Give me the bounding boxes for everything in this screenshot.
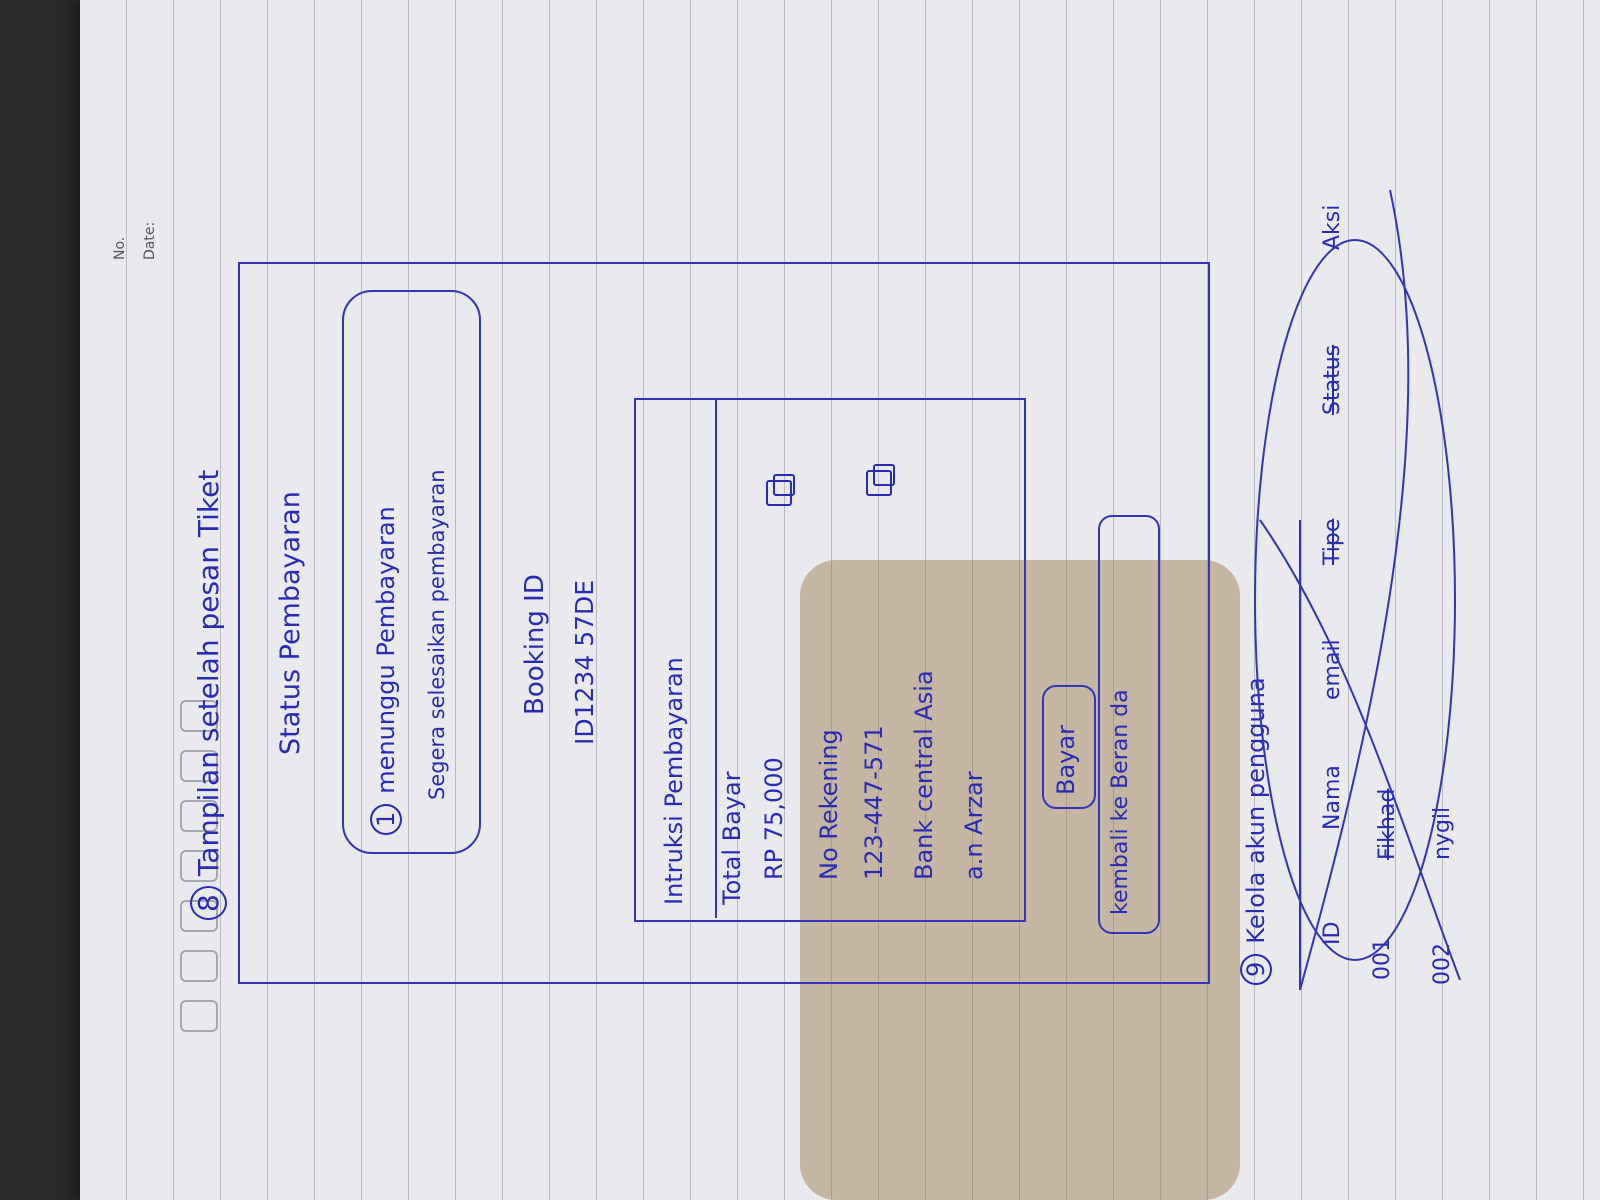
header-date-label: Date: xyxy=(142,221,158,260)
section9-title-text: Kelola akun pengguna xyxy=(1242,677,1270,944)
row1-name: Fikhad xyxy=(1375,788,1400,860)
col-email: email xyxy=(1320,639,1345,700)
scribble-ellipse xyxy=(1255,240,1455,960)
alert-line2: Segera selesaikan pembayaran xyxy=(425,469,449,800)
section8-number: 8 xyxy=(190,886,227,920)
total-label: Total Bayar xyxy=(718,771,746,905)
col-status: Status xyxy=(1320,344,1345,415)
row1-id: 001 xyxy=(1370,938,1395,980)
section8-title-text: Tampilan setelah pesan Tiket xyxy=(192,469,225,877)
scribble-line xyxy=(1300,190,1408,990)
col-tipe: Tipe xyxy=(1320,518,1345,565)
section9-number: 9 xyxy=(1240,954,1272,985)
total-amount: RP 75,000 xyxy=(760,757,788,880)
row2-name: nygil xyxy=(1430,806,1455,860)
col-id: ID xyxy=(1320,921,1345,945)
instructions-title: Intruksi Pembayaran xyxy=(660,657,688,905)
alert-icon: 1 xyxy=(370,804,402,835)
account-holder: a.n Arzar xyxy=(960,771,988,880)
account-label: No Rekening xyxy=(815,729,843,880)
bank-name: Bank central Asia xyxy=(910,670,938,880)
back-home-label: kembali ke Beran da xyxy=(1108,689,1133,915)
col-nama: Nama xyxy=(1320,765,1345,830)
col-aksi: Aksi xyxy=(1320,204,1345,250)
booking-value: ID1234 57DE xyxy=(570,579,599,745)
pay-button-label: Bayar xyxy=(1052,725,1080,795)
alert-line1-text: menunggu Pembayaran xyxy=(372,506,400,794)
account-number: 123-447-571 xyxy=(860,725,888,880)
status-heading: Status Pembayaran xyxy=(275,491,306,755)
row2-id: 002 xyxy=(1430,943,1455,985)
booking-label: Booking ID xyxy=(520,574,550,715)
header-no-label: No. xyxy=(112,236,128,260)
